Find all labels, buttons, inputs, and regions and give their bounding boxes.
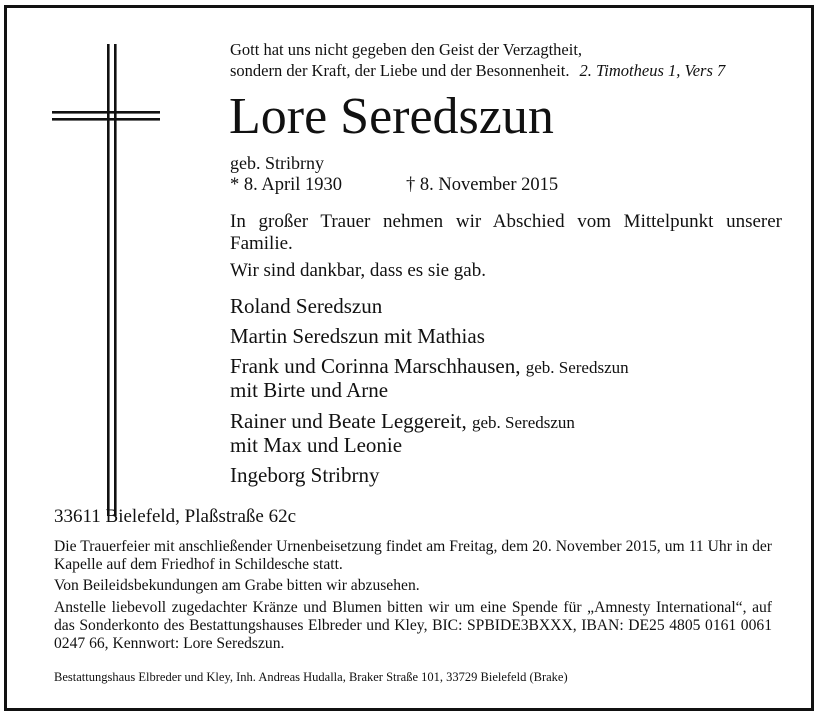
cross-icon	[52, 44, 160, 516]
life-dates	[230, 174, 558, 196]
family-member-name: Frank und Corinna Marschhausen,	[230, 354, 521, 378]
family-member-children: mit Max und Leonie	[230, 433, 403, 457]
mourning-text: In großer Trauer nehmen wir Abschied vom Mittelpunkt unserer Familie.	[230, 211, 782, 254]
family-member: Roland Seredszun	[230, 294, 383, 318]
family-member	[230, 354, 629, 380]
family-member-born-name: geb. Seredszun	[525, 358, 629, 377]
verse-reference: 2. Timotheus 1, Vers 7	[579, 61, 726, 80]
verse-line-2-text: sondern der Kraft, der Liebe und der Besonnenheit.	[230, 61, 570, 80]
family-member	[230, 409, 575, 435]
donation-request: Anstelle liebevoll zugedachter Kränze und Blumen bitten wir um eine Spende für „Amnesty International“, auf das Sonderkonto des Bestattungshauses Elbreder und Kley, BIC: SPBIDE3BXXX, IBAN: DE25 4805 0161 0061 0247 66, Kennwort: Lore Seredszun.	[54, 599, 772, 652]
family-address: 33611 Bielefeld, Plaßstraße 62c	[54, 506, 297, 527]
gratitude-text: Wir sind dankbar, dass es sie gab.	[230, 260, 486, 281]
family-member: Ingeborg Stribrny	[230, 463, 380, 487]
family-member: Martin Seredszun mit Mathias	[230, 324, 485, 348]
funeral-home-footer: Bestattungshaus Elbreder und Kley, Inh. Andreas Hudalla, Braker Straße 101, 33729 Bielefeld (Brake)	[54, 670, 568, 684]
deceased-name: Lore Seredszun	[229, 88, 554, 145]
family-member-born-name: geb. Seredszun	[471, 413, 575, 432]
birth-date: * 8. April 1930	[230, 175, 343, 195]
maiden-name: geb. Stribrny	[230, 153, 324, 173]
verse-line-2	[230, 60, 725, 81]
family-member-children: mit Birte und Arne	[230, 378, 389, 402]
condolence-note: Von Beileidsbekundungen am Grabe bitten wir abzusehen.	[54, 577, 420, 594]
verse-line-1: Gott hat uns nicht gegeben den Geist der Verzagtheit,	[230, 40, 583, 59]
funeral-info: Die Trauerfeier mit anschließender Urnenbeisetzung findet am Freitag, dem 20. November 2015, um 11 Uhr in der Kapelle auf dem Friedhof in Schildesche statt.	[54, 538, 772, 573]
bible-verse	[230, 39, 725, 81]
family-member-name: Rainer und Beate Leggereit,	[230, 409, 467, 433]
death-date: † 8. November 2015	[406, 175, 559, 195]
